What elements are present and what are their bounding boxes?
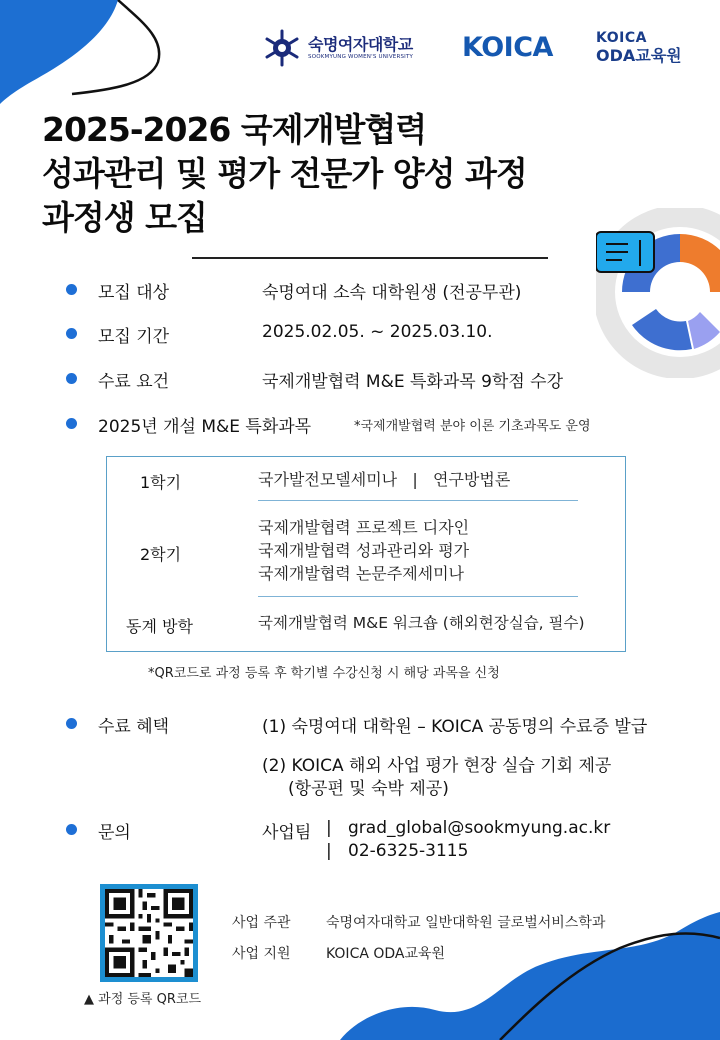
title-line-2: 성과관리 및 평가 전문가 양성 과정 (42, 154, 527, 193)
semester-2-course-3: 국제개발협력 논문주제세미나 (258, 564, 465, 583)
donut-chart-decoration (596, 208, 720, 378)
contact-phone[interactable]: 02-6325-3115 (348, 841, 469, 861)
contact-separator: | (326, 841, 332, 861)
contact-team: 사업팀 (262, 823, 312, 843)
support-value: KOICA ODA교육원 (326, 946, 446, 962)
semester-2-course-2: 국제개발협력 성과관리와 평가 (258, 541, 470, 560)
courses-label: 2025년 개설 M&E 특화과목 (98, 417, 312, 437)
title-line-3: 과정생 모집 (42, 198, 207, 237)
requirement-value: 국제개발협력 M&E 특화과목 9학점 수강 (262, 372, 564, 392)
support-label: 사업 지원 (232, 946, 291, 962)
oda-logo-top: KOICA (596, 30, 647, 46)
page-title (42, 108, 527, 240)
benefit-2-detail: (항공편 및 숙박 제공) (288, 779, 449, 799)
benefit-2: (2) KOICA 해외 사업 평가 현장 실습 기회 제공 (262, 756, 612, 776)
bullet-icon (66, 328, 77, 339)
bullet-icon (66, 718, 77, 729)
title-underline (192, 257, 548, 259)
registration-qr-code[interactable] (100, 884, 198, 982)
winter-course: 국제개발협력 M&E 워크숍 (해외현장실습, 필수) (258, 614, 585, 632)
bullet-icon (66, 824, 77, 835)
bullet-icon (66, 284, 77, 295)
host-value: 숙명여자대학교 일반대학원 글로벌서비스학과 (326, 915, 606, 931)
semester-2-label: 2학기 (140, 545, 182, 564)
semester-1-label: 1학기 (140, 473, 182, 492)
title-line-1: 2025-2026 국제개발협력 (42, 110, 427, 149)
snowflake-emblem-icon (262, 28, 302, 68)
benefits-label: 수료 혜택 (98, 717, 170, 737)
bullet-icon (66, 373, 77, 384)
contact-separator: | (326, 818, 332, 838)
period-label: 모집 기간 (98, 327, 170, 347)
target-value: 숙명여대 소속 대학원생 (전공무관) (262, 283, 522, 303)
benefit-1: (1) 숙명여대 대학원 – KOICA 공동명의 수료증 발급 (262, 717, 648, 737)
contact-label: 문의 (98, 823, 131, 843)
target-label: 모집 대상 (98, 283, 170, 303)
contact-email[interactable]: grad_global@sookmyung.ac.kr (348, 818, 611, 838)
koica-oda-logo (596, 30, 682, 64)
host-label: 사업 주관 (232, 915, 291, 931)
table-divider (258, 596, 578, 597)
period-value: 2025.02.05. ~ 2025.03.10. (262, 322, 493, 342)
semester-2-course-1: 국제개발협력 프로젝트 디자인 (258, 518, 470, 537)
requirement-label: 수료 요건 (98, 372, 170, 392)
oda-logo-bottom: ODA교육원 (596, 46, 682, 65)
sookmyung-logo (262, 28, 413, 68)
courses-note: *국제개발협력 분야 이론 기초과목도 운영 (354, 419, 591, 434)
bullet-icon (66, 418, 77, 429)
table-divider (258, 500, 578, 501)
qr-caption: ▲ 과정 등록 QR코드 (84, 992, 202, 1007)
koica-logo: KOICA (462, 32, 553, 63)
winter-label: 동계 방학 (126, 617, 193, 636)
qr-code-icon (105, 889, 193, 977)
sookmyung-name: 숙명여자대학교 (308, 35, 413, 54)
table-footnote: *QR코드로 과정 등록 후 학기별 수강신청 시 해당 과목을 신청 (148, 666, 500, 681)
sookmyung-subtitle: SOOKMYUNG WOMEN'S UNIVERSITY (308, 54, 414, 60)
semester-1-courses: 국가발전모델세미나 | 연구방법론 (258, 470, 511, 489)
